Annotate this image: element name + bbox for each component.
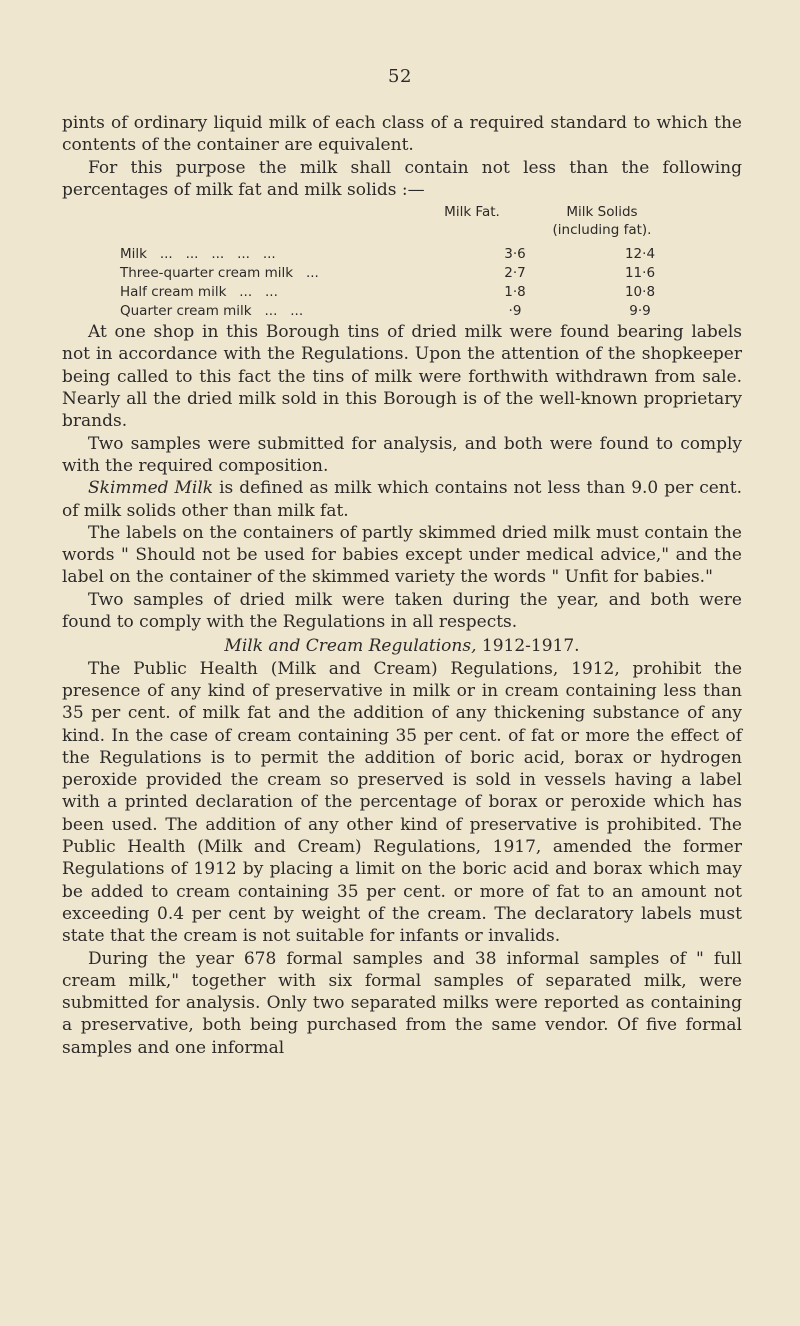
header-milk-solids-line2: (including fat). — [552, 222, 652, 239]
table-row — [120, 245, 680, 263]
row-label: Milk ... ... ... ... ... — [120, 246, 276, 263]
header-milk-solids-line1: Milk Solids — [566, 204, 638, 221]
row-solids: 10·8 — [624, 284, 656, 301]
section-heading — [62, 635, 742, 657]
row-label: Half cream milk ... ... — [120, 284, 278, 301]
row-solids: 12·4 — [624, 246, 656, 263]
paragraph-2: For this purpose the milk shall contain not less than the following percentages of milk fat and milk solids :— — [62, 157, 742, 200]
row-solids: 9·9 — [629, 303, 651, 320]
page-number: 52 — [388, 66, 412, 87]
section-heading-italic: Milk and Cream Regulations, — [224, 636, 477, 657]
paragraph-9: During the year 678 formal samples and 38 informal samples of " full cream milk," together with six formal samples of separated milk, were submitted for analysis. Only two separated milks were reported as containing a preservative, both being purchased from the same vendor. Of five formal samples and one informal — [62, 948, 742, 1058]
paragraph-5 — [62, 477, 742, 522]
paragraph-6: The labels on the containers of partly skimmed dried milk must contain the words " Should not be used for babies except under medical advice," and the label on the container of the skimmed variety the words " Unfit for babies." — [62, 522, 742, 588]
paragraph-7: Two samples of dried milk were taken during the year, and both were found to comply with the Regulations in all respects. — [62, 589, 742, 633]
row-fat: 3·6 — [504, 246, 526, 263]
paragraph-1: pints of ordinary liquid milk of each class of a required standard to which the contents of the container are equivalent. — [62, 113, 742, 156]
table-row — [120, 302, 680, 320]
row-fat: 1·8 — [504, 284, 526, 301]
milk-standards-table — [62, 201, 742, 321]
row-fat: 2·7 — [504, 265, 526, 282]
row-solids: 11·6 — [624, 265, 656, 282]
section-heading-years: 1912-1917. — [476, 636, 580, 657]
paragraph-4: Two samples were submitted for analysis, and both were found to comply with the required composition. — [62, 433, 742, 476]
table-row — [120, 283, 680, 301]
header-milk-solids — [537, 203, 667, 239]
body-text — [62, 112, 742, 1059]
paragraph-3: At one shop in this Borough tins of dried milk were found bearing labels not in accordance with the Regulations. Upon the attention of the shopkeeper being called to this fact the tins of milk were forthwith withdrawn from sale. Nearly all the dried milk sold in this Borough is of the well-known proprietary brands. — [62, 322, 742, 432]
paragraph-5-rest: is defined as milk which contains not less than 9.0 per cent. of milk solids other than milk fat. — [62, 478, 742, 521]
table-row — [120, 264, 680, 282]
row-label: Three-quarter cream milk ... — [120, 265, 319, 282]
skimmed-milk-term: Skimmed Milk — [88, 478, 214, 499]
header-milk-fat: Milk Fat. — [444, 204, 500, 221]
row-fat: ·9 — [508, 303, 522, 320]
row-label: Quarter cream milk ... ... — [120, 303, 304, 320]
paragraph-8: The Public Health (Milk and Cream) Regulations, 1912, prohibit the presence of any kind of preservative in milk or in cream containing less than 35 per cent. of milk fat and the addition of any thickening substance of any kind. In the case of cream containing 35 per cent. of fat or more the effect of the Regulations is to permit the addition of boric acid, borax or hydrogen peroxide provided the cream so preserved is sold in vessels having a label with a printed declaration of the percentage of borax or peroxide which has been used. The addition of any other kind of preservative is prohibited. The Public Health (Milk and Cream) Regulations, 1917, amended the former Regulations of 1912 by placing a limit on the boric acid and borax which may be added to cream containing 35 per cent. or more of fat to an amount not exceeding 0.4 per cent by weight of the cream. The declaratory labels must state that the cream is not suitable for infants or invalids. — [62, 658, 742, 947]
